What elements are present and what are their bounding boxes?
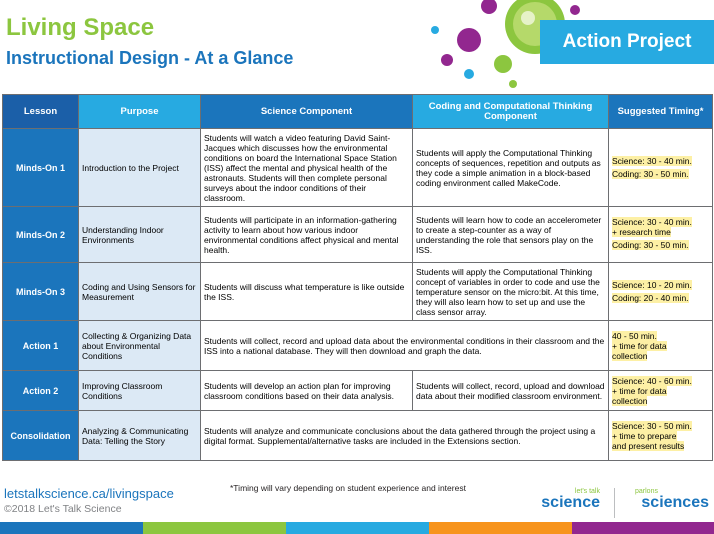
purpose-cell: Coding and Using Sensors for Measurement xyxy=(79,263,201,321)
science-cell: Students will watch a video featuring David Saint-Jacques which discusses how the environmental conditions on board the International Space Station (ISS) affect the mental and physical health of the astronauts. Students will then complete personal surveys about the indoor conditions of their classroom. xyxy=(201,129,413,207)
header-purpose: Purpose xyxy=(79,95,201,129)
stripe-orange xyxy=(429,522,572,534)
coding-cell: Students will collect, record, upload and download data about their modified classroom environment. xyxy=(413,371,609,411)
timing-extra: collection xyxy=(612,395,648,406)
logo-en-small: let's talk xyxy=(574,488,600,495)
coding-cell: Students will learn how to code an accelerometer to create a step-counter as a way of understanding the role that sensors play on the ISS. xyxy=(413,207,609,263)
lesson-cell: Minds-On 3 xyxy=(3,263,79,321)
timing-main: 40 - 50 min. xyxy=(612,330,657,341)
table-row xyxy=(3,129,713,207)
page-title: Living Space xyxy=(6,14,155,41)
lets-talk-science-logo xyxy=(496,488,606,518)
timing-cell xyxy=(609,129,713,207)
timing-extra: + time to prepare xyxy=(612,430,677,441)
stripe-light-blue xyxy=(286,522,429,534)
logo-fr-big: sciences xyxy=(641,494,709,511)
timing-coding: Coding: 30 - 50 min. xyxy=(612,239,689,250)
logo-en-big: science xyxy=(541,494,600,511)
header-science: Science Component xyxy=(201,95,413,129)
timing-extra: + time for data xyxy=(612,385,667,396)
timing-extra: and present results xyxy=(612,440,685,451)
copyright-text: ©2018 Let's Talk Science xyxy=(4,503,122,515)
lesson-cell: Minds-On 1 xyxy=(3,129,79,207)
science-cell: Students will participate in an information-gathering activity to learn about how various indoor environmental conditions affect physical and mental health. xyxy=(201,207,413,263)
timing-science: Science: 10 - 20 min. xyxy=(612,280,692,290)
lesson-cell: Action 2 xyxy=(3,371,79,411)
timing-science: Science: 30 - 40 min. xyxy=(612,216,692,227)
header-coding: Coding and Computational Thinking Component xyxy=(413,95,609,129)
parlons-sciences-logo xyxy=(614,488,714,518)
timing-cell xyxy=(609,321,713,371)
purpose-cell: Collecting & Organizing Data about Environmental Conditions xyxy=(79,321,201,371)
header-lesson: Lesson xyxy=(3,95,79,129)
timing-extra: + research time xyxy=(612,226,671,237)
merged-component-cell: Students will analyze and communicate conclusions about the data gathered through the project using a digital format. Supplemental/alternative tasks are included in the Extensions section. xyxy=(201,411,609,461)
purpose-cell: Understanding Indoor Environments xyxy=(79,207,201,263)
page-subtitle: Instructional Design - At a Glance xyxy=(6,48,294,68)
stripe-blue xyxy=(0,522,143,534)
purpose-cell: Introduction to the Project xyxy=(79,129,201,207)
timing-coding: Coding: 30 - 50 min. xyxy=(612,169,689,179)
purpose-cell: Analyzing & Communicating Data: Telling the Story xyxy=(79,411,201,461)
table-row xyxy=(3,263,713,321)
stripe-purple xyxy=(572,522,714,534)
lesson-cell: Action 1 xyxy=(3,321,79,371)
timing-cell xyxy=(609,263,713,321)
action-project-badge: Action Project xyxy=(540,20,714,64)
coding-cell: Students will apply the Computational Thinking concepts of sequences, repetition and outputs as they code a simple animation in a block-based coding environment called MakeCode. xyxy=(413,129,609,207)
table-row xyxy=(3,411,713,461)
timing-cell xyxy=(609,371,713,411)
lesson-cell: Minds-On 2 xyxy=(3,207,79,263)
header-timing: Suggested Timing* xyxy=(609,95,713,129)
timing-extra: collection xyxy=(612,350,648,361)
coding-cell: Students will apply the Computational Thinking concept of variables in order to code and use the temperature sensor on the micro:bit. At this time, they will also learn how to set up and use the class sensor array. xyxy=(413,263,609,321)
timing-science: Science: 40 - 60 min. xyxy=(612,375,692,386)
timing-cell xyxy=(609,207,713,263)
stripe-green xyxy=(143,522,286,534)
table-row xyxy=(3,321,713,371)
logo-fr-small: parlons xyxy=(635,488,658,495)
merged-component-cell: Students will collect, record and upload data about the environmental conditions in their classroom and the ISS into a national database. They will then download and graph the data. xyxy=(201,321,609,371)
table-row xyxy=(3,207,713,263)
timing-extra: + time for data xyxy=(612,340,667,351)
timing-science: Science: 30 - 40 min. xyxy=(612,156,692,166)
color-stripe-bar xyxy=(0,522,714,534)
timing-science: Science: 30 - 50 min. xyxy=(612,420,692,431)
table-row xyxy=(3,371,713,411)
timing-coding: Coding: 20 - 40 min. xyxy=(612,293,689,303)
purpose-cell: Improving Classroom Conditions xyxy=(79,371,201,411)
science-cell: Students will develop an action plan for improving classroom conditions based on their data analysis. xyxy=(201,371,413,411)
timing-cell xyxy=(609,411,713,461)
website-link[interactable]: letstalkscience.ca/livingspace xyxy=(4,486,174,501)
timing-footnote: *Timing will vary depending on student experience and interest xyxy=(230,483,466,493)
instructional-design-table xyxy=(2,94,713,461)
lesson-cell: Consolidation xyxy=(3,411,79,461)
science-cell: Students will discuss what temperature is like outside the ISS. xyxy=(201,263,413,321)
